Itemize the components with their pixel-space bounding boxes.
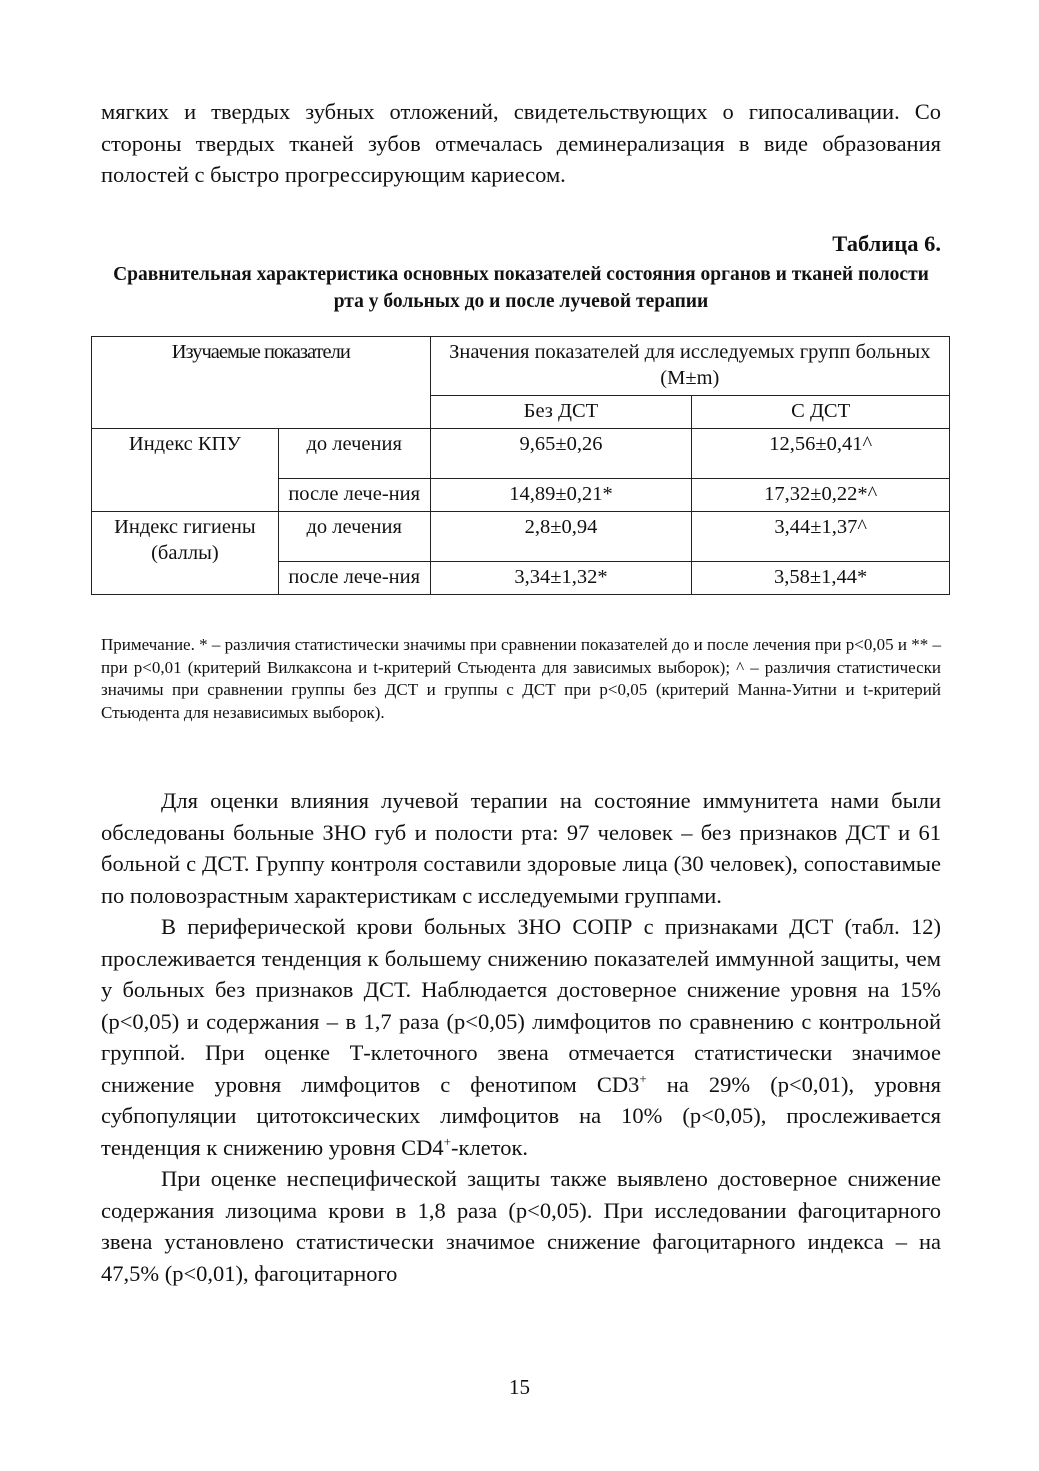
value-cell: 3,44±1,37^ xyxy=(692,512,950,562)
superscript-plus: + xyxy=(443,1133,452,1149)
indicator-cell: Индекс КПУ xyxy=(92,429,279,512)
value-cell: 17,32±0,22*^ xyxy=(692,479,950,512)
period-cell: после лече-ния xyxy=(278,479,430,512)
table-row xyxy=(92,512,950,562)
period-cell: до лечения xyxy=(278,429,430,479)
superscript-plus: + xyxy=(639,1070,647,1086)
period-cell: до лечения xyxy=(278,512,430,562)
indicator-cell: Индекс гигиены (баллы) xyxy=(92,512,279,595)
header-no-dst: Без ДСТ xyxy=(430,396,692,429)
header-values: Значения показателей для исследуемых групп больных (M±m) xyxy=(430,337,949,396)
paragraph-nonspecific: При оценке неспецифической защиты также выявлено достоверное снижение содержания лизоцима крови в 1,8 раза (p<0,05). При исследовании фагоцитарного звена установлено статистически значимое снижение фагоцитарного индекса – на 47,5% (p<0,01), фагоцитарного xyxy=(101,1166,941,1286)
value-cell: 2,8±0,94 xyxy=(430,512,692,562)
paragraph-immunity: Для оценки влияния лучевой терапии на состояние иммунитета нами были обследованы больные ЗНО губ и полости рта: 97 человек – без признаков ДСТ и 61 больной с ДСТ. Группу контроля составили здоровые лица (30 человек), сопоставимые по половозрастным характеристикам с исследуемыми группами. xyxy=(101,788,941,908)
paragraph-text: В периферической крови больных ЗНО СОПР с признаками ДСТ (табл. 12) прослеживается тенденция к большему снижению показателей иммунной защиты, чем у больных без признаков ДСТ. Наблюдается достоверное снижение уровня на 15% (p<0,05) и содержания – в 1,7 раза (p<0,05) лимфоцитов по сравнению с контрольной группой. При оценке Т-клеточного звена отмечается статистически значимое снижение уровня лимфоцитов с фенотипом CD3 xyxy=(101,914,941,1097)
table-header-row xyxy=(92,337,950,396)
paragraph-peripheral-blood xyxy=(101,911,941,1163)
page-content xyxy=(101,96,941,315)
value-cell: 12,56±0,41^ xyxy=(692,429,950,479)
table-number: Таблица 6. xyxy=(832,230,941,256)
value-cell: 3,58±1,44* xyxy=(692,562,950,595)
paragraph-text: на 29% (p<0,01), уровня субпопуляции цитотоксических лимфоцитов на 10% (p<0,05), прослеживается тенденция к снижению уровня CD4 xyxy=(101,1071,941,1160)
table-note: Примечание. * – различия статистически значимы при сравнении показателей до и после лечения при p<0,05 и ** – при p<0,01 (критерий Вилкаксона и t-критерий Стьюдента для зависимых выборок); ^ – различия статистически значимы при сравнении группы без ДСТ и группы с ДСТ при p<0,05 (критерий Манна-Уитни и t-критерий Стьюдента для независимых выборок). xyxy=(101,635,941,722)
header-with-dst: С ДСТ xyxy=(692,396,950,429)
body-text xyxy=(101,785,941,1289)
value-cell: 9,65±0,26 xyxy=(430,429,692,479)
intro-paragraph: мягких и твердых зубных отложений, свидетельствующих о гипосаливации. Со стороны твердых тканей зубов отмечалась деминерализация в виде образования полостей с быстро прогрессирующим кариесом. xyxy=(101,99,941,187)
header-indicators: Изучаемые показатели xyxy=(92,337,431,429)
value-cell: 3,34±1,32* xyxy=(430,562,692,595)
period-cell: после лече-ния xyxy=(278,562,430,595)
value-cell: 14,89±0,21* xyxy=(430,479,692,512)
page-number: 15 xyxy=(509,1375,530,1399)
paragraph-text: -клеток. xyxy=(451,1134,528,1160)
data-table xyxy=(91,336,950,595)
table-row xyxy=(92,429,950,479)
table-caption: Сравнительная характеристика основных показателей состояния органов и тканей полости рта у больных до и после лучевой терапии xyxy=(113,263,929,312)
